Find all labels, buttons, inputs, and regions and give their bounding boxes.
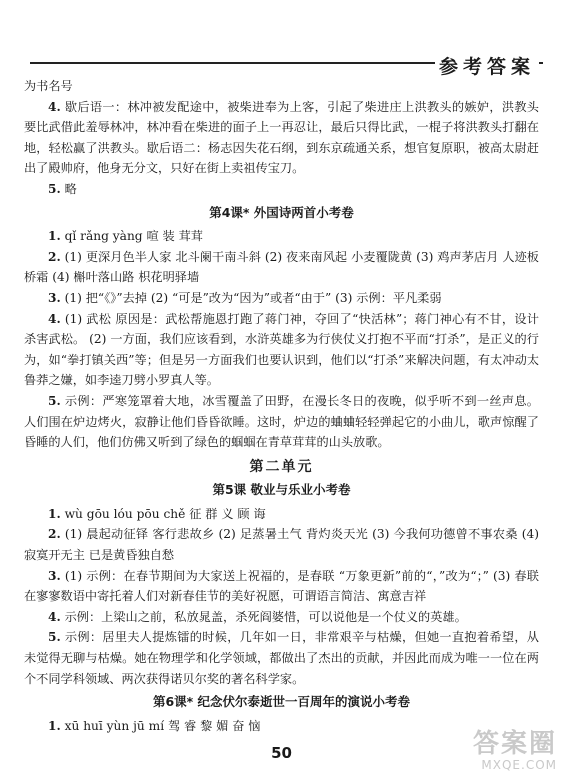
item-number: 3. xyxy=(48,568,61,583)
continued-line: 为书名号 xyxy=(24,79,73,93)
l4-item-4 xyxy=(24,309,539,391)
item-text: qǐ rǎng yàng 喧 装 茸茸 xyxy=(64,229,203,244)
answer-item-4 xyxy=(24,97,539,179)
l5-item-4 xyxy=(24,607,539,628)
answer-item-5 xyxy=(24,179,539,200)
l5-item-1 xyxy=(24,504,539,525)
item-text: (1) 更深月色半人家 北斗阑干南斗斜 (2) 夜来南风起 小麦覆陇黄 (3) 鸡声茅店月 人迹板桥霜 (4) 槲叶落山路 枳花明驿墙 xyxy=(24,249,539,285)
watermark-url: MXQE.COM xyxy=(481,758,557,772)
item-text: 歇后语一：林冲被发配途中，被柴进奉为上客，引起了柴进庄上洪教头的嫉妒，洪教头要比武借此羞辱林冲，林冲看在柴进的面子上一再忍让，最后只得比武，一棍子将洪教头打翻在地，轻松赢了洪教头。歇后语二：杨志因失花石纲，到东京疏通关系，想官复原职，被高太尉赶出了殿帅府，他身无分文，只好在街上卖祖传宝刀。 xyxy=(24,99,539,176)
l4-item-1 xyxy=(24,226,539,247)
l5-item-2 xyxy=(24,524,539,565)
page-number: 50 xyxy=(271,744,292,762)
item-text: (1) 示例：在春节期间为大家送上祝福的，是春联 “万象更新”前的“，”改为“；” (3) 春联在寥寥数语中寄托着人们对新春佳节的美好祝愿，可谓语言简洁、寓意吉祥 xyxy=(24,568,539,604)
item-number: 4. xyxy=(48,609,61,624)
item-number: 5. xyxy=(48,630,61,645)
item-number: 1. xyxy=(48,506,61,521)
watermark-logo xyxy=(437,730,557,774)
answer-content xyxy=(24,76,539,736)
item-number: 5. xyxy=(48,393,61,408)
l5-item-3 xyxy=(24,566,539,607)
item-text: 示例：上梁山之前，私放晁盖，杀死阎婆惜，可以说他是一个仗义的英雄。 xyxy=(64,609,467,624)
header-title: 参考答案 xyxy=(435,52,539,79)
page-header xyxy=(0,26,563,78)
lesson-4-heading: 第4课* 外国诗两首小考卷 xyxy=(209,204,354,220)
item-text: 示例：严寒笼罩着大地，冰雪覆盖了田野，在漫长冬日的夜晚，似乎听不到一丝声息。人们围在炉边烤火，寂静让他们昏昏欲睡。这时，炉边的蛐蛐轻轻弹起它的小曲儿，歌声惊醒了昏睡的人们，他们仿佛又听到了绿色的蝈蝈在青草茸茸的山头放歌。 xyxy=(24,393,539,450)
unit-heading: 第二单元 xyxy=(249,458,314,475)
l4-item-3 xyxy=(24,288,539,309)
lesson-6-heading: 第6课* 纪念伏尔泰逝世一百周年的演说小考卷 xyxy=(152,694,411,710)
item-text: (1) 晨起动征铎 客行悲故乡 (2) 足蒸暑土气 背灼炎天光 (3) 今我何功德曾不事农桑 (4) 寂寞开无主 已是黄昏独自愁 xyxy=(24,527,540,563)
item-text: 略 xyxy=(64,181,77,196)
item-number: 4. xyxy=(48,99,61,114)
watermark-text: 答案圈 xyxy=(472,729,557,759)
item-number: 2. xyxy=(48,527,61,542)
item-text: wù gōu lóu pōu chě 征 群 义 顾 诲 xyxy=(64,506,266,521)
item-text: 示例：居里夫人提炼镭的时候，几年如一日，非常艰辛与枯燥，但她一直抱着希望，从未觉得无聊与枯燥。她在物理学和化学领域，都做出了杰出的贡献，并因此而成为唯一一位在两个不同学科领域、两次获得诺贝尔奖的著名科学家。 xyxy=(24,630,539,686)
l4-item-5 xyxy=(24,391,539,453)
item-number: 1. xyxy=(48,718,61,733)
item-number: 1. xyxy=(48,229,61,244)
item-number: 4. xyxy=(48,311,61,326)
item-text: xū huī yùn jū mí 驾 睿 黎 媚 奋 恼 xyxy=(64,718,261,733)
lesson-5-heading: 第5课 敬业与乐业小考卷 xyxy=(212,482,351,498)
l4-item-2 xyxy=(24,247,539,288)
item-number: 5. xyxy=(48,181,61,196)
item-text: (1) 把“《》”去掉 (2) “可是”改为“因为”或者“由于” (3) 示例：平凡柔弱 xyxy=(64,290,442,305)
item-number: 3. xyxy=(48,290,61,305)
l5-item-5 xyxy=(24,627,539,689)
item-number: 2. xyxy=(48,249,61,264)
item-text: (1) 武松 原因是：武松帮施恩打跑了蒋门神，夺回了“快活林”；蒋门神心有不甘，设计杀害武松。 (2) 一方面，我们应该看到，水浒英雄多为行侠仗义打抱不平而“打杀”，是正义的行为，如“拳打镇关西”等；但是另一方面我们也要认识到，他们以“打杀”来解决问题，有太冲动太鲁莽之嫌，如李逵刀劈小罗真人等。 xyxy=(24,311,539,388)
